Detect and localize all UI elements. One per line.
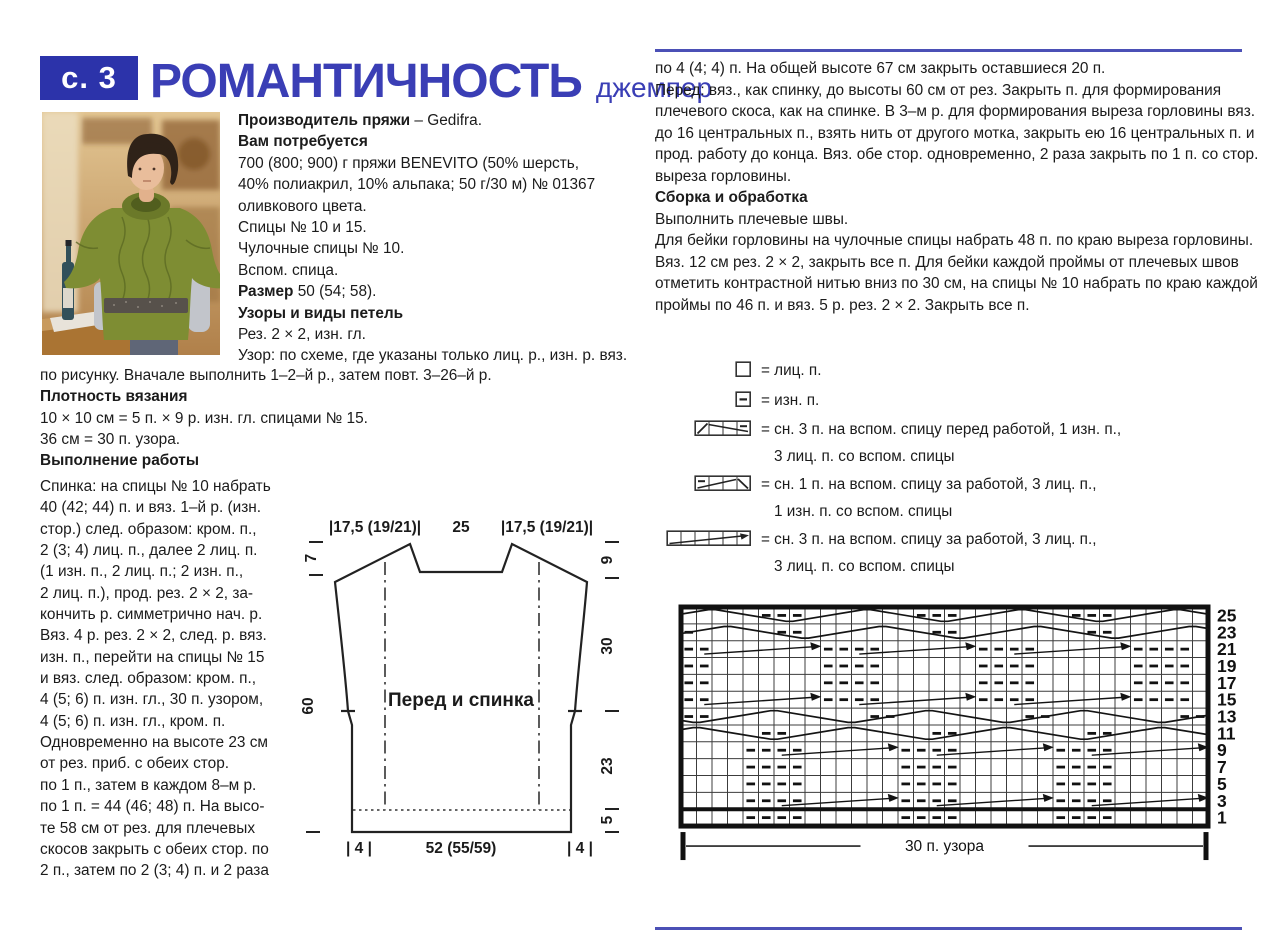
- text-line: скосов закрыть с обеих стор. по: [40, 840, 269, 858]
- text-line: Производитель пряжи – Gedifra.: [238, 112, 482, 129]
- text-line: Вяз. 12 см рез. 2 × 2, закрыть все п. Для бейки каждой проймы от плечевых швов: [655, 253, 1239, 271]
- text-line: 4 (5; 6) п. изн. гл., кром. п.: [40, 712, 226, 730]
- front-finishing-column: [655, 58, 1259, 316]
- cable-arrow-head: [965, 642, 976, 650]
- text-line: проймы по 46 п. и вяз. 5 р. рез. 2 × 2. Закрыть все п.: [655, 296, 1030, 314]
- text-line: Выполнение работы: [40, 452, 199, 470]
- article-title-row: [150, 54, 712, 109]
- dim-right-9: 9: [599, 555, 616, 565]
- dim-top-center: 25: [452, 519, 470, 536]
- text-line: оливкового цвета.: [238, 197, 367, 215]
- cable-arrow-head: [1120, 642, 1131, 650]
- chart-row-number: 13: [1217, 706, 1237, 727]
- text-line: Спинка: на спицы № 10 набрать: [40, 478, 271, 495]
- page-number-label: с. 3: [61, 60, 117, 95]
- garment-outline: [335, 544, 587, 832]
- legend-text: = сн. 1 п. на вспом. спицу за работой, 3 лиц. п.,: [761, 476, 1097, 493]
- text-line: 2 лиц. п.), прод. рез. 2 × 2, за-: [40, 584, 254, 602]
- materials-block: [238, 110, 627, 367]
- pattern-schematic: [293, 498, 643, 898]
- text-line: по рисунку. Вначале выполнить 1–2–й р., затем повт. 3–26–й р.: [40, 367, 492, 384]
- text-line: Узоры и виды петель: [238, 304, 404, 322]
- knitting-chart: [678, 604, 1244, 872]
- dim-bottom-right: | 4 |: [567, 840, 593, 857]
- chart-row-number: 19: [1217, 655, 1237, 676]
- cable-arrow-head: [888, 794, 899, 802]
- dim-bottom-center: 52 (55/59): [425, 840, 497, 857]
- text-line: изн. п., перейти на спицы № 15: [40, 648, 265, 666]
- text-line: выреза горловины.: [655, 167, 792, 185]
- text-line: 700 (800; 900) г пряжи BENEVITO (50% шерсть,: [238, 154, 580, 172]
- chart-row-number: 5: [1217, 773, 1227, 794]
- text-line: плечевого скоса, как на спинке. В 3–м р. для формирования выреза горловины вяз.: [655, 103, 1256, 120]
- text-line: Одновременно на высоте 23 см: [40, 734, 268, 752]
- chart-row-number: 7: [1217, 757, 1227, 778]
- chart-footer-label: 30 п. узора: [904, 838, 985, 856]
- cable-3-front-icon: [694, 420, 752, 437]
- text-line: 10 × 10 см = 5 п. × 9 р. изн. гл. спицами № 15.: [40, 409, 368, 427]
- back-instructions-column: [40, 476, 302, 882]
- page-number-box: [40, 56, 138, 100]
- chart-legend: [660, 362, 1245, 582]
- chart-row-number: 23: [1217, 622, 1237, 643]
- text-line: 36 см = 30 п. узора.: [40, 430, 181, 448]
- legend-text: = сн. 3 п. на вспом. спицу за работой, 3 лиц. п.,: [761, 531, 1097, 548]
- cable-arrow-head: [1120, 693, 1131, 701]
- dim-left-60: 60: [300, 697, 317, 715]
- gauge-block: [40, 365, 492, 471]
- text-line: Чулочные спицы № 10.: [238, 240, 405, 258]
- legend-text: = изн. п.: [761, 392, 820, 409]
- dim-bottom-left: | 4 |: [346, 840, 372, 857]
- cable-arrow-line: [704, 647, 814, 654]
- chart-row-number: 17: [1217, 672, 1237, 693]
- belt: [104, 298, 188, 313]
- text-line: 40% полиакрил, 10% альпака; 50 г/30 м) № 01367: [238, 176, 596, 194]
- chart-row-number: 3: [1217, 790, 1227, 811]
- chart-row-number: 9: [1217, 740, 1227, 761]
- text-line: 4 (5; 6) п. изн. гл., 30 п. узором,: [40, 691, 264, 709]
- chart-row-number: 11: [1217, 723, 1236, 744]
- text-line: Размер 50 (54; 58).: [238, 283, 377, 301]
- text-line: Вяз. 4 р. рез. 2 × 2, след. р. вяз.: [40, 627, 267, 645]
- chart-row-number: 1: [1217, 807, 1227, 828]
- schematic-labels: [300, 519, 616, 857]
- text-line: Выполнить плечевые швы.: [655, 210, 849, 228]
- text-line: от рез. приб. с обеих стор.: [40, 755, 230, 773]
- text-line: Вспом. спица.: [238, 261, 339, 279]
- dim-top-left: |17,5 (19/21)|: [328, 519, 422, 536]
- cable-arrow-head: [810, 693, 821, 701]
- legend-text: = сн. 3 п. на вспом. спицу перед работой, 1 изн. п.,: [761, 421, 1122, 438]
- cable-zigzag: [678, 627, 1244, 639]
- legend-text: = лиц. п.: [761, 362, 822, 379]
- cable-arrow-head: [1043, 743, 1054, 751]
- legend-text: 1 изн. п. со вспом. спицы: [774, 503, 953, 520]
- dim-right-23: 23: [599, 757, 616, 775]
- text-line: (1 изн. п., 2 лиц. п.; 2 изн. п.,: [40, 563, 244, 581]
- text-line: Вам потребуется: [238, 133, 368, 151]
- text-line: по 1 п. = 44 (46; 48) п. На высо-: [40, 798, 265, 816]
- cable-arrow-head: [888, 743, 899, 751]
- legend-text: 3 лиц. п. со вспом. спицы: [774, 558, 955, 575]
- cable-arrow-line: [704, 697, 814, 704]
- text-line: 40 (42; 44) п. и вяз. 1–й р. (изн.: [40, 499, 262, 517]
- cable-arrow-head: [1043, 794, 1054, 802]
- text-line: Рез. 2 × 2, изн. гл.: [238, 326, 366, 344]
- top-divider-line: [655, 49, 1242, 52]
- dim-right-30: 30: [599, 637, 616, 655]
- chart-row-number: 21: [1217, 639, 1237, 660]
- text-line: Для бейки горловины на чулочные спицы набрать 48 п. по краю выреза горловины.: [655, 232, 1254, 249]
- text-line: и вяз. след. образом: кром. п.,: [40, 670, 257, 688]
- bottom-divider-line: [655, 927, 1242, 930]
- cable-arrow-head: [965, 693, 976, 701]
- knit-stitch-icon: [735, 361, 752, 378]
- text-line: кончить р. симметрично нач. р.: [40, 606, 263, 624]
- cable-3-back-icon: [666, 530, 752, 547]
- text-line: Сборка и обработка: [655, 189, 808, 206]
- schematic-center-label: Перед и спинка: [388, 690, 534, 711]
- text-line: 2 п., затем по 2 (3; 4) п. и 2 раза: [40, 862, 269, 880]
- text-line: Плотность вязания: [40, 388, 188, 406]
- text-line: по 1 п., затем в каждом 8–м р.: [40, 776, 257, 794]
- dim-left-7: 7: [303, 553, 320, 563]
- dim-top-right: |17,5 (19/21)|: [500, 519, 594, 536]
- model-photo: [42, 112, 220, 355]
- text-line: те 58 см от рез. для плечевых: [40, 819, 256, 837]
- cable-zigzag: [678, 711, 1244, 723]
- purl-stitch-icon: [735, 391, 752, 408]
- text-line: стор.) след. образом: кром. п.,: [40, 520, 257, 538]
- chart-row-number: 25: [1217, 605, 1237, 626]
- text-line: Узор: по схеме, где указаны только лиц. р., изн. р. вяз.: [238, 347, 628, 365]
- chart-row-number: 15: [1217, 689, 1237, 710]
- article-subtitle: джемпер: [595, 72, 713, 103]
- dim-right-5: 5: [599, 815, 616, 825]
- text-line: до 16 центральных п., взять нить от другого мотка, закрыть ею 16 центральных п. и: [655, 124, 1255, 142]
- text-line: Перед: вяз., как спинку, до высоты 60 см от рез. Закрыть п. для формирования: [655, 81, 1222, 99]
- text-line: отметить контрастной нитью вниз по 30 см, на спицы № 10 набрать по краю каждой: [655, 275, 1258, 292]
- text-line: Спицы № 10 и 15.: [238, 219, 367, 237]
- text-line: 2 (3; 4) лиц. п., далее 2 лиц. п.: [40, 542, 258, 560]
- article-title: РОМАНТИЧНОСТЬ: [150, 55, 582, 108]
- cable-arrow-head: [810, 642, 821, 650]
- legend-text: 3 лиц. п. со вспом. спицы: [774, 448, 955, 465]
- text-line: по 4 (4; 4) п. На общей высоте 67 см закрыть оставшиеся 20 п.: [655, 60, 1106, 77]
- cable-1-back-icon: [694, 475, 752, 492]
- text-line: прод. работу до конца. Вяз. обе стор. одновременно, 2 раза закрыть по 1 п. со стор.: [655, 146, 1259, 163]
